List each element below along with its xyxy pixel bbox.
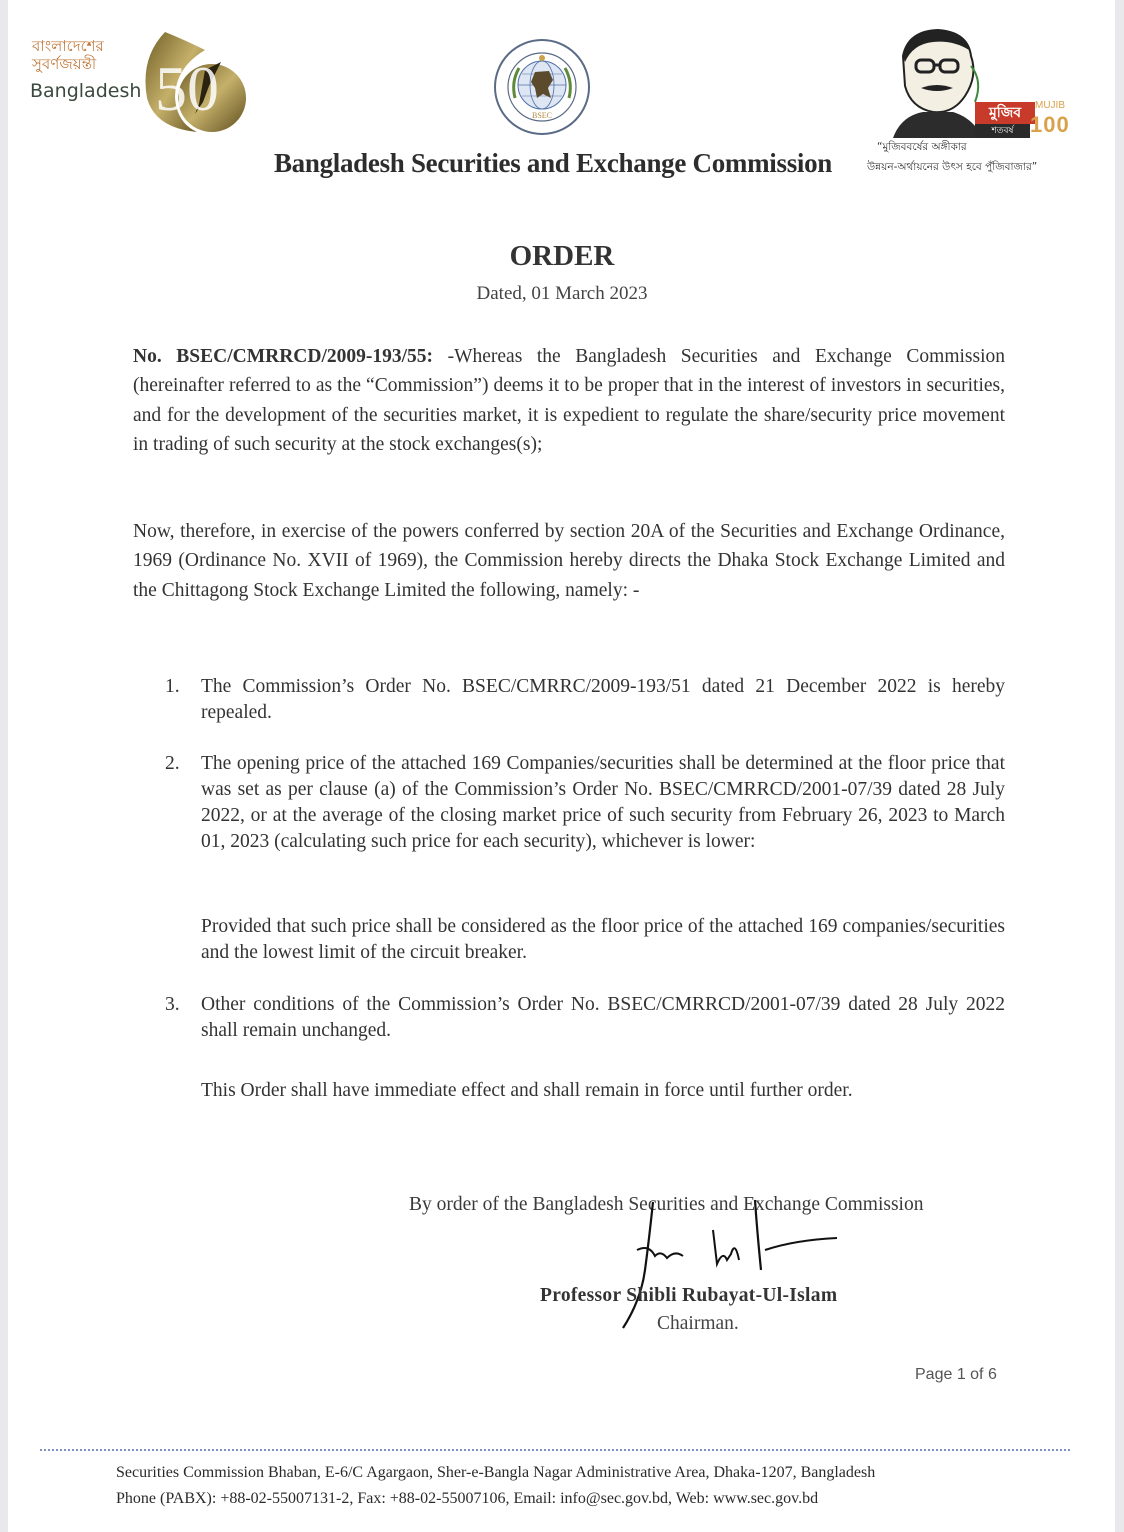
clause-3	[165, 992, 1005, 1048]
effect-statement: This Order shall have immediate effect and shall remain in force until further order.	[201, 1080, 853, 1101]
clause-number: 1.	[165, 676, 180, 697]
order-date: Dated, 01 March 2023	[476, 283, 648, 304]
mujib-bengali-brand: মুজিব	[975, 102, 1035, 124]
clause-number: 3.	[165, 994, 180, 1015]
jubilee-bengali-line2: সুবর্ণজয়ন্তী	[32, 55, 97, 73]
bsec-seal-icon	[493, 38, 591, 136]
by-order-line: By order of the Bangladesh Securities and Exchange Commission	[409, 1194, 924, 1215]
mujib-quote-line1: “মুজিববর্ষের অঙ্গীকার	[877, 141, 967, 153]
bsec-seal	[493, 38, 591, 136]
footer-address: Securities Commission Bhaban, E-6/C Agargaon, Sher-e-Bangla Nagar Administrative Area, Dhaka-1207, Bangladesh	[116, 1464, 876, 1481]
seal-text: BSEC	[531, 111, 553, 120]
clause-number: 2.	[165, 753, 180, 774]
jubilee-english: Bangladesh	[30, 80, 142, 102]
organization-title: Bangladesh Securities and Exchange Commission	[273, 148, 833, 178]
fifty-numeral: 50	[155, 53, 219, 124]
footer-contact	[116, 1460, 996, 1512]
order-title: ORDER	[509, 240, 615, 272]
clause-1	[165, 674, 1005, 730]
preamble-text: -Whereas the Bangladesh Securities and Exchange Commission (hereinafter referred to as the “Commission”) deems it to be proper that in the interest of investors in securities, and for the development of the securities market, it is expedient to regulate the share/security price movement in trading of such security at the stock exchanges(s);	[133, 346, 1005, 455]
mujib-label: MUJIB	[1035, 100, 1065, 111]
order-reference: No. BSEC/CMRRCD/2009-193/55:	[133, 346, 434, 367]
clause-2	[165, 751, 1005, 891]
proviso-paragraph: Provided that such price shall be considered as the floor price of the attached 169 companies/securities and the lowest limit of the circuit breaker.	[201, 916, 1005, 963]
mujib-bengali-sub: শতবর্ষ	[975, 124, 1030, 138]
clause-text: Other conditions of the Commission’s Order No. BSEC/CMRRCD/2001-07/39 dated 28 July 2022 shall remain unchanged.	[201, 994, 1005, 1041]
footer-divider	[40, 1449, 1070, 1451]
handwritten-signature-icon	[605, 1190, 855, 1330]
mujib-100: 100	[1030, 112, 1070, 137]
mujib-100-logo	[865, 26, 1075, 186]
clause-text: The Commission’s Order No. BSEC/CMRRC/2009-193/51 dated 21 December 2022 is hereby repealed.	[201, 676, 1005, 723]
signatory-name: Professor Shibli Rubayat-Ul-Islam	[540, 1285, 838, 1306]
directive-paragraph: Now, therefore, in exercise of the powers conferred by section 20A of the Securities and Exchange Ordinance, 1969 (Ordinance No. XVII of 1969), the Commission hereby directs the Dhaka Stock Exchange Limited and the Chittagong Stock Exchange Limited the following, namely: -	[133, 521, 1005, 601]
golden-jubilee-logo	[30, 28, 250, 138]
mujib-quote-line2: উন্নয়ন-অর্থায়নের উৎস হবে পুঁজিবাজার”	[867, 161, 1038, 173]
signatory-designation: Chairman.	[657, 1313, 739, 1334]
page-number: Page 1 of 6	[915, 1366, 997, 1383]
fifty-emblem-icon	[135, 28, 250, 138]
footer-phone-email-web: Phone (PABX): +88-02-55007131-2, Fax: +88-02-55007106, Email: info@sec.gov.bd, Web: www.sec.gov.bd	[116, 1490, 819, 1507]
preamble-paragraph	[133, 342, 1005, 459]
jubilee-bengali-line1: বাংলাদেশের	[32, 37, 104, 55]
clause-text: The opening price of the attached 169 Companies/securities shall be determined at the floor price that was set as per clause (a) of the Commission’s Order No. BSEC/CMRRCD/2001-07/39 dated 28 July 2022, or at the average of the closing market price of such security from February 26, 2023 to March 01, 2023 (calculating such price for each security), whichever is lower:	[201, 753, 1005, 852]
